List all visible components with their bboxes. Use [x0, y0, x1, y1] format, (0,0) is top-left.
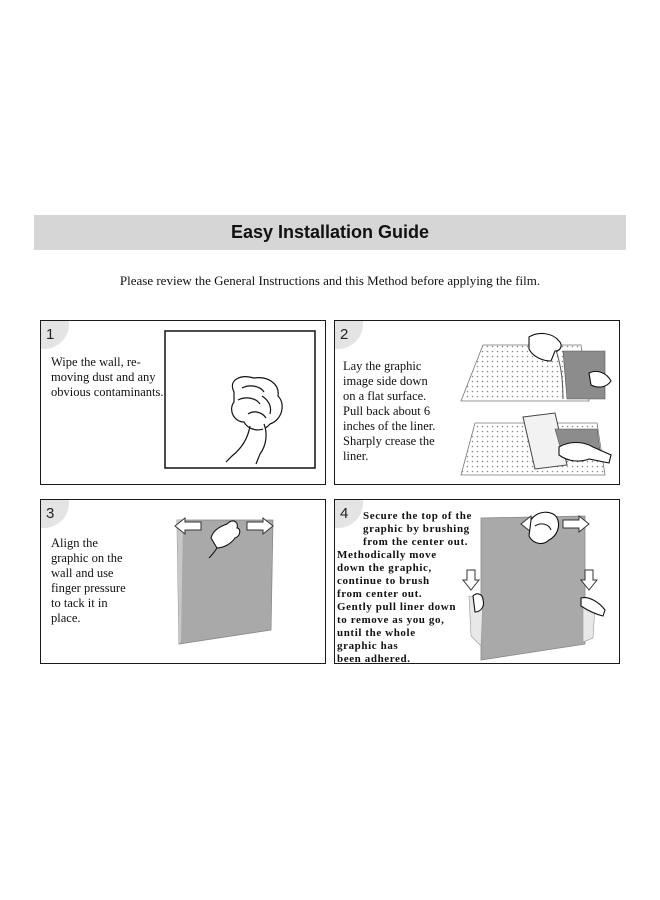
step-number: 2: [340, 326, 349, 343]
instruction-line: liner.: [343, 449, 369, 463]
instruction-line: finger pressure: [51, 581, 126, 595]
arrow-down-icon: [463, 570, 479, 590]
page-title: Easy Installation Guide: [230, 222, 430, 242]
instruction-line: Wipe the wall, re-: [51, 355, 141, 369]
instruction-line: image side down: [343, 374, 428, 388]
title-banner: [34, 215, 626, 250]
instruction-line: on a flat surface.: [343, 389, 427, 403]
instruction-line: Sharply crease the: [343, 434, 435, 448]
step-number: 1: [46, 326, 55, 343]
step-1-instructions: [51, 355, 164, 400]
step-4-instructions-top: [363, 510, 472, 549]
instruction-line: from the center out.: [363, 536, 469, 548]
step-number-corner: [334, 320, 363, 349]
instruction-line: graphic by brushing: [363, 523, 470, 535]
step-4-instructions-bottom: [337, 549, 456, 664]
instruction-line: until the whole: [337, 627, 416, 639]
instruction-line: to remove as you go,: [337, 614, 445, 626]
wipe-wall-illustration: [164, 330, 318, 470]
instruction-line: place.: [51, 611, 81, 625]
step-2-instructions: [343, 359, 435, 464]
instruction-line: continue to brush: [337, 575, 430, 587]
step-number-corner: [40, 320, 69, 349]
peel-liner-illustration: [455, 329, 617, 479]
step-4-panel: [334, 499, 620, 664]
step-number: 4: [340, 505, 349, 522]
intro-text: Please review the General Instructions and this Method before applying the film.: [119, 273, 541, 288]
step-number: 3: [46, 505, 55, 522]
step-2-panel: [334, 320, 620, 485]
instruction-line: down the graphic,: [337, 562, 432, 574]
instruction-line: to tack it in: [51, 596, 108, 610]
instruction-line: obvious contaminants.: [51, 385, 164, 399]
instruction-line: Lay the graphic: [343, 359, 422, 373]
instruction-line: Gently pull liner down: [337, 601, 457, 613]
adhere-graphic-illustration: [459, 506, 619, 662]
step-1-panel: [40, 320, 326, 485]
instruction-line: Pull back about 6: [343, 404, 431, 418]
step-number-corner: [40, 499, 69, 528]
instruction-line: Methodically move: [337, 549, 437, 561]
align-graphic-illustration: [161, 508, 325, 658]
instruction-line: moving dust and any: [51, 370, 156, 384]
instruction-line: Align the: [51, 536, 98, 550]
step-3-panel: [40, 499, 326, 664]
instruction-line: from center out.: [337, 588, 423, 600]
instruction-line: wall and use: [51, 566, 114, 580]
instruction-line: inches of the liner.: [343, 419, 436, 433]
step-number-corner: [334, 499, 363, 528]
instruction-line: graphic has: [337, 640, 399, 652]
instruction-line: Secure the top of the: [363, 510, 472, 522]
step-3-instructions: [51, 536, 126, 626]
instruction-line: been adhered.: [337, 653, 411, 664]
instruction-line: graphic on the: [51, 551, 123, 565]
